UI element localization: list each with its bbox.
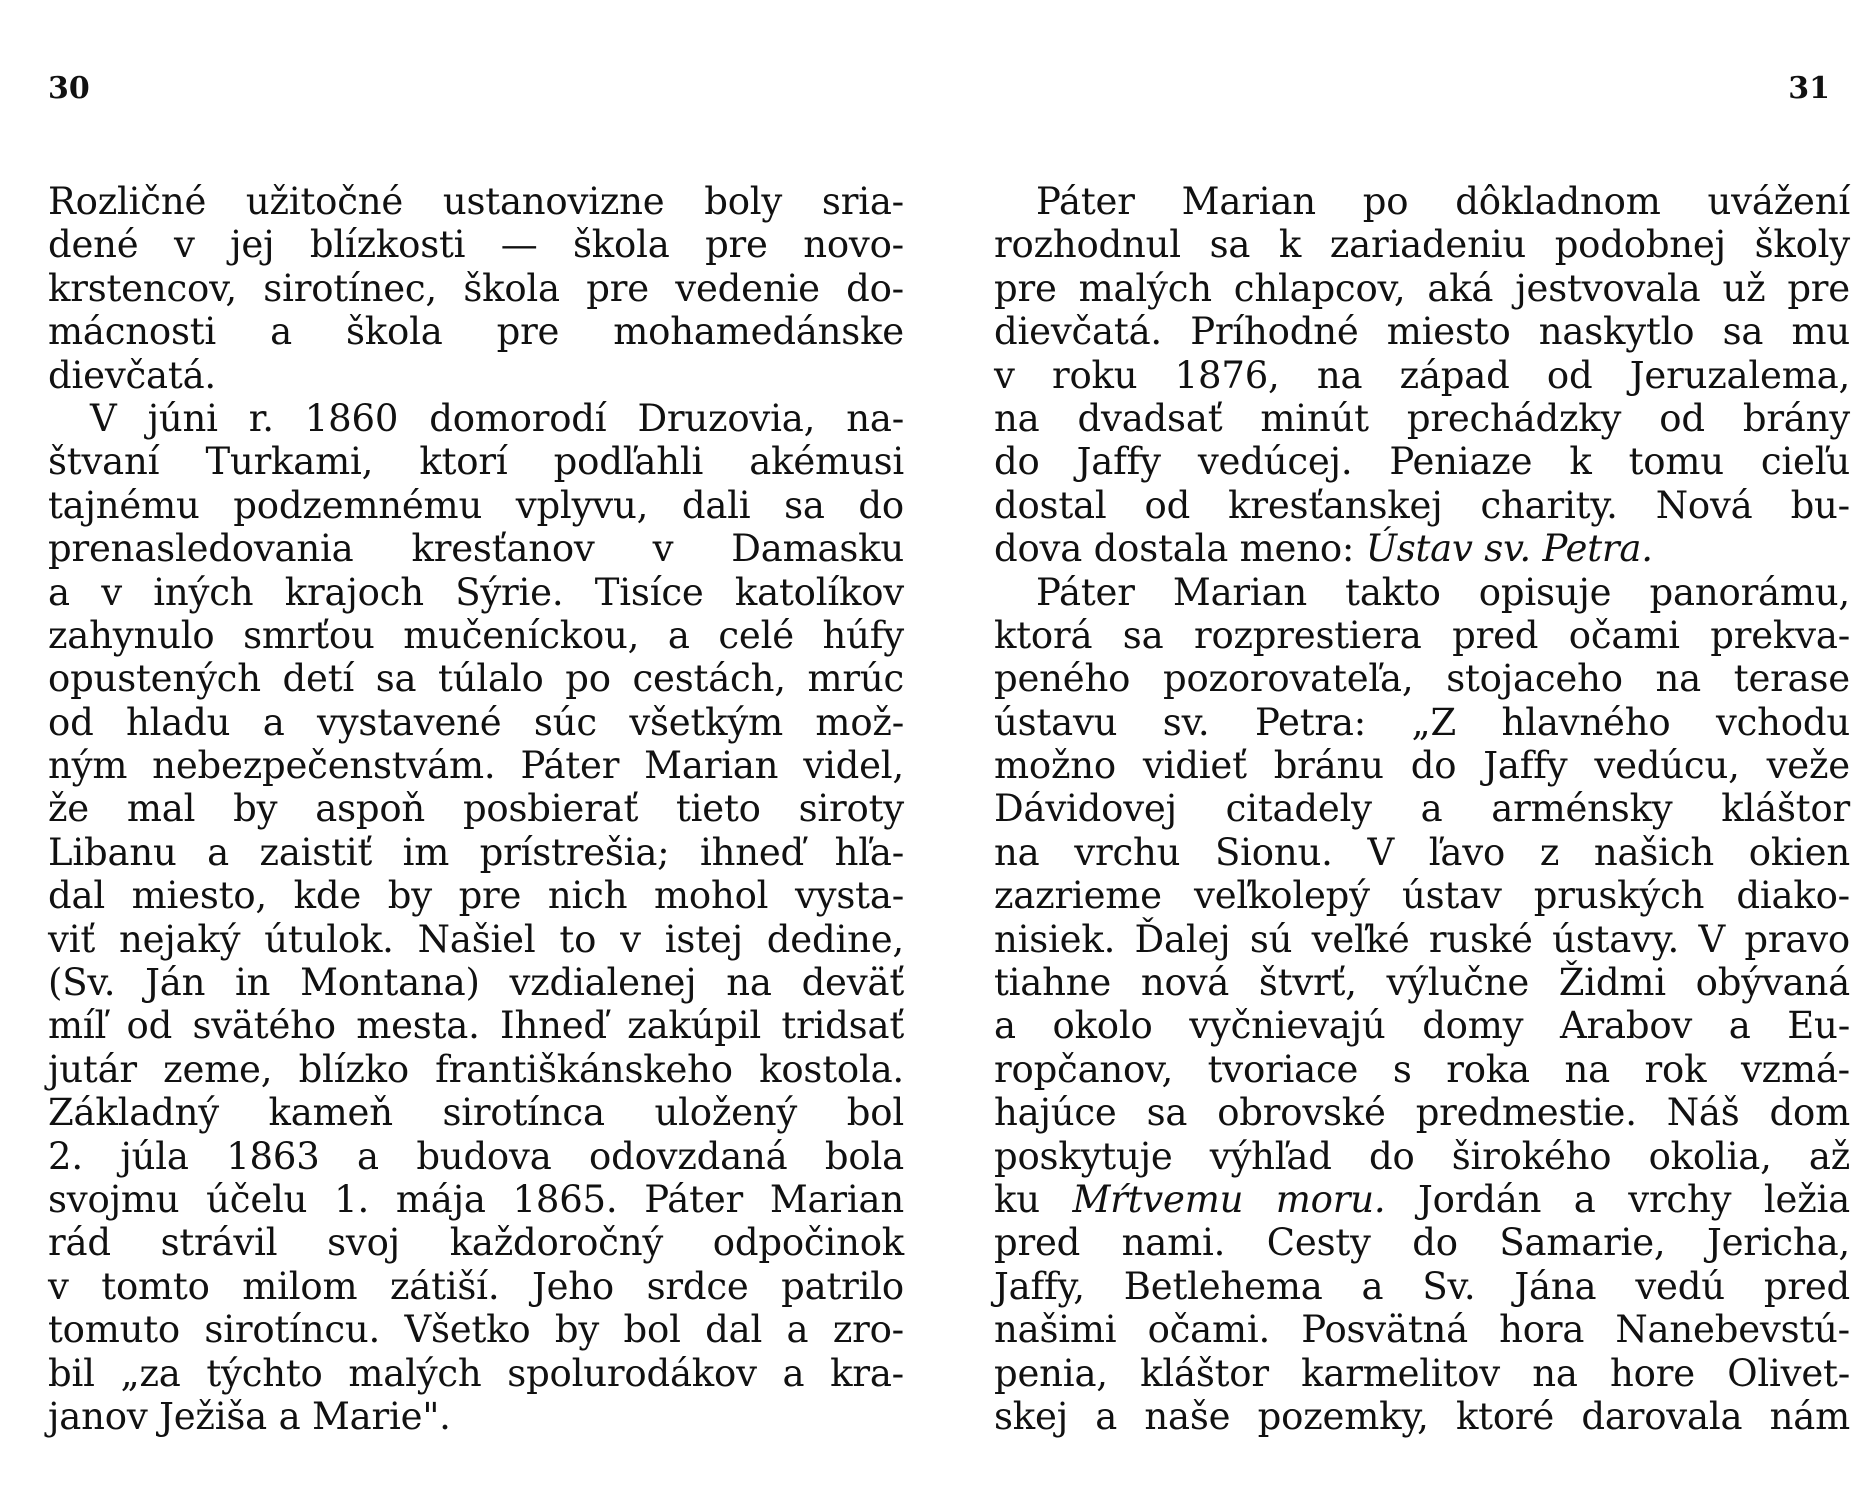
text-line xyxy=(994,657,1850,700)
text-line xyxy=(48,1352,904,1395)
text-line xyxy=(48,484,904,527)
text-line xyxy=(994,527,1850,570)
text-line xyxy=(994,1308,1850,1351)
text-line xyxy=(48,657,904,700)
text-line-content: v tomto milom zátiší. Jeho srdce patrilo xyxy=(48,1264,904,1308)
text-line xyxy=(48,310,904,353)
text-line xyxy=(994,354,1850,397)
text-line-content: poskytuje výhľad do širokého okolia, až xyxy=(994,1134,1850,1178)
text-line xyxy=(994,787,1850,830)
text-line-content: rozhodnul sa k zariadeniu podobnej školy xyxy=(994,223,1850,267)
text-line-content: dova dostala meno: xyxy=(994,527,1366,571)
text-line-content: štvaní Turkami, ktorí podľahli akémusi xyxy=(48,440,904,484)
text-line-content: ropčanov, tvoriace s roka na rok vzmá- xyxy=(994,1047,1850,1091)
text-line-content: bil „za týchto malých spolurodákov a kra- xyxy=(48,1351,904,1395)
text-line xyxy=(48,1048,904,1091)
text-line xyxy=(994,1395,1850,1438)
text-line xyxy=(994,440,1850,483)
text-line-content: V júni r. 1860 domorodí Druzovia, na- xyxy=(90,396,904,440)
text-line-content: ktorá sa rozprestiera pred očami prekva- xyxy=(994,613,1850,657)
text-line-content: jutár zeme, blízko františkánskeho kostola. xyxy=(48,1047,904,1091)
text-line xyxy=(994,1004,1850,1047)
text-line-content: peného pozorovateľa, stojaceho na terase xyxy=(994,657,1850,701)
text-line xyxy=(48,571,904,614)
text-line-content: Libanu a zaistiť im prístrešia; ihneď hľa- xyxy=(48,830,904,874)
text-line-content: ku xyxy=(994,1177,1073,1221)
text-line-content: dievčatá. Príhodné miesto naskytlo sa mu xyxy=(994,310,1850,354)
text-line xyxy=(48,1135,904,1178)
text-line-content: Páter Marian po dôkladnom uvážení xyxy=(1036,180,1850,223)
text-line xyxy=(48,787,904,830)
text-line-content: opustených detí sa túlalo po cestách, mrúc xyxy=(48,657,904,701)
text-line-content: na dvadsať minút prechádzky od brány xyxy=(994,396,1850,440)
text-line-content: od hladu a vystavené súc všetkým mož- xyxy=(48,700,904,744)
text-line-content: míľ od svätého mesta. Ihneď zakúpil tridsať xyxy=(48,1004,904,1048)
text-line-content: skej a naše pozemky, ktoré darovala nám xyxy=(994,1394,1850,1438)
text-line xyxy=(994,1265,1850,1308)
text-line xyxy=(994,1048,1850,1091)
text-line xyxy=(48,744,904,787)
text-line-content: Jaffy, Betlehema a Sv. Jána vedú pred xyxy=(994,1264,1850,1308)
text-line-content: prenasledovania kresťanov v Damasku xyxy=(48,527,904,571)
text-line-content: mácnosti a škola pre mohamedánske xyxy=(48,310,904,354)
text-line xyxy=(48,527,904,570)
page-number-right: 31 xyxy=(1788,71,1830,106)
text-line xyxy=(48,1178,904,1221)
text-line-content: a v iných krajoch Sýrie. Tisíce katolíkov xyxy=(48,570,904,614)
text-line xyxy=(48,180,904,223)
text-line-content: možno vidieť bránu do Jaffy vedúcu, veže xyxy=(994,744,1850,788)
text-line-tail: Jordán a vrchy ležia xyxy=(1385,1177,1850,1221)
text-line-content: Základný kameň sirotínca uložený bol xyxy=(48,1091,904,1135)
text-line xyxy=(48,397,904,440)
text-line-content: v roku 1876, na západ od Jeruzalema, xyxy=(994,353,1850,397)
text-line xyxy=(48,961,904,1004)
text-line-content: (Sv. Ján in Montana) vzdialenej na deväť xyxy=(48,961,904,1005)
text-line xyxy=(994,744,1850,787)
text-line-content: Páter Marian takto opisuje panorámu, xyxy=(1036,570,1850,614)
text-line xyxy=(48,1004,904,1047)
text-line-content: zahynulo smrťou mučeníckou, a celé húfy xyxy=(48,613,904,657)
text-line-content: penia, kláštor karmelitov na hore Olivet- xyxy=(994,1351,1850,1395)
text-line-content: janov Ježiša a Marie". xyxy=(48,1394,451,1438)
text-line xyxy=(994,180,1850,223)
text-line-content: Dávidovej citadely a arménsky kláštor xyxy=(994,787,1850,831)
text-line xyxy=(994,223,1850,266)
text-line xyxy=(994,1352,1850,1395)
text-line-content: dal miesto, kde by pre nich mohol vysta- xyxy=(48,874,904,918)
text-line-content: hajúce sa obrovské predmestie. Náš dom xyxy=(994,1091,1850,1135)
text-line xyxy=(48,1395,904,1438)
text-line-content: dievčatá. xyxy=(48,353,216,397)
text-line xyxy=(48,223,904,266)
text-line xyxy=(48,831,904,874)
text-line-content: krstencov, sirotínec, škola pre vedenie do- xyxy=(48,266,904,310)
text-line xyxy=(48,440,904,483)
text-line xyxy=(48,614,904,657)
text-line xyxy=(994,701,1850,744)
text-line-content: a okolo vyčnievajú domy Arabov a Eu- xyxy=(994,1004,1850,1048)
text-line-content: zazrieme veľkolepý ústav pruských diako- xyxy=(994,874,1850,918)
text-line xyxy=(994,397,1850,440)
text-line xyxy=(48,701,904,744)
italic-phrase: Mŕtvemu moru. xyxy=(1072,1177,1386,1221)
text-line xyxy=(994,571,1850,614)
text-line xyxy=(994,1135,1850,1178)
text-line xyxy=(994,614,1850,657)
text-line xyxy=(48,354,904,397)
text-line xyxy=(994,267,1850,310)
text-line-content: do Jaffy vedúcej. Peniaze k tomu cieľu xyxy=(994,440,1850,484)
italic-phrase: Ústav sv. Petra. xyxy=(1365,527,1653,571)
text-line-content: pred nami. Cesty do Samarie, Jericha, xyxy=(994,1221,1850,1265)
right-text-column xyxy=(994,180,1850,1438)
text-line-content: tiahne nová štvrť, výlučne Židmi obývaná xyxy=(994,961,1850,1005)
text-line-content: Rozličné užitočné ustanovizne boly sria- xyxy=(48,180,904,223)
page-number-left: 30 xyxy=(48,71,90,106)
text-line xyxy=(994,831,1850,874)
text-line xyxy=(994,874,1850,917)
text-line-content: rád strávil svoj každoročný odpočinok xyxy=(48,1221,904,1265)
text-line-content: ným nebezpečenstvám. Páter Marian videl, xyxy=(48,744,904,788)
text-line-content: našimi očami. Posvätná hora Nanebevstú- xyxy=(994,1308,1850,1352)
text-line-content: že mal by aspoň posbierať tieto siroty xyxy=(48,787,904,831)
text-line xyxy=(48,918,904,961)
text-line-content: pre malých chlapcov, aká jestvovala už pre xyxy=(994,266,1850,310)
text-line xyxy=(48,267,904,310)
text-line xyxy=(994,484,1850,527)
text-line xyxy=(48,1265,904,1308)
text-line-content: svojmu účelu 1. mája 1865. Páter Marian xyxy=(48,1177,904,1221)
text-line-content: na vrchu Sionu. V ľavo z našich okien xyxy=(994,830,1850,874)
text-line xyxy=(994,961,1850,1004)
text-line-content: ústavu sv. Petra: „Z hlavného vchodu xyxy=(994,700,1850,744)
text-line-content: dené v jej blízkosti — škola pre novo- xyxy=(48,223,904,267)
text-line xyxy=(994,310,1850,353)
text-line xyxy=(48,1221,904,1264)
text-line xyxy=(48,1308,904,1351)
text-line xyxy=(48,874,904,917)
left-text-column xyxy=(48,180,904,1438)
text-line xyxy=(48,1091,904,1134)
text-line-content: dostal od kresťanskej charity. Nová bu- xyxy=(994,483,1850,527)
text-line xyxy=(994,1091,1850,1134)
text-line-content: tajnému podzemnému vplyvu, dali sa do xyxy=(48,483,904,527)
text-line xyxy=(994,1221,1850,1264)
text-line-content: viť nejaký útulok. Našiel to v istej dedine, xyxy=(48,917,904,961)
text-line-content: nisiek. Ďalej sú veľké ruské ústavy. V pravo xyxy=(994,917,1850,961)
text-line-content: 2. júla 1863 a budova odovzdaná bola xyxy=(48,1134,904,1178)
text-line-content: tomuto sirotíncu. Všetko by bol dal a zro- xyxy=(48,1308,904,1352)
text-line xyxy=(994,1178,1850,1221)
text-line xyxy=(994,918,1850,961)
